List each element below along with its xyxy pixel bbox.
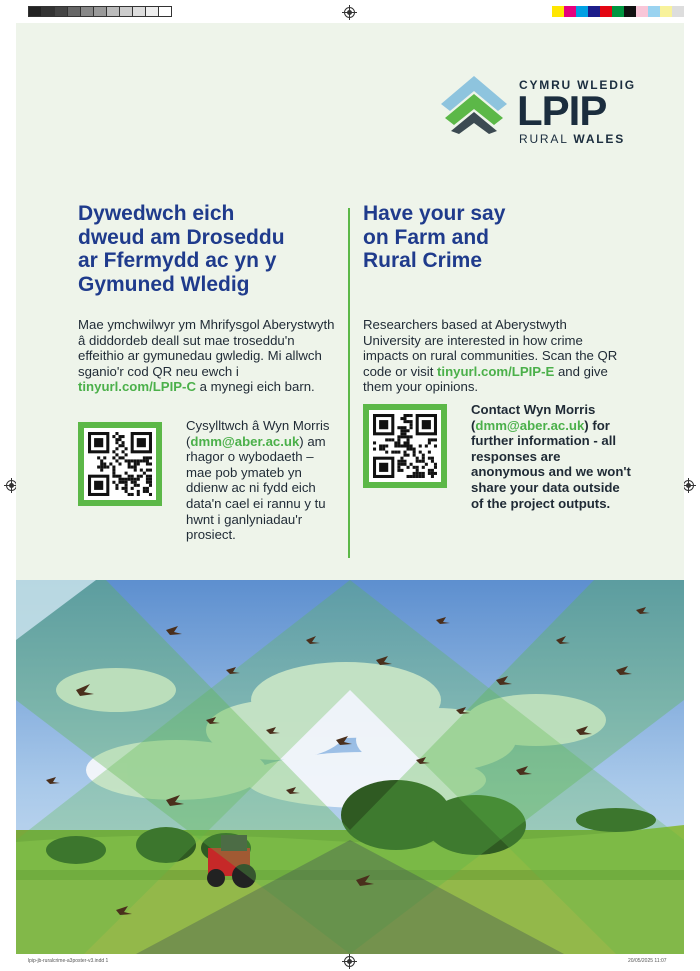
qr-code-icon <box>373 414 437 478</box>
chevron-logo-icon <box>441 76 507 134</box>
welsh-survey-link[interactable]: tinyurl.com/LPIP-C <box>78 379 196 395</box>
welsh-contact-text: Cysylltwch â Wyn Morris (dmm@aber.ac.uk) am rhagor o wybodaeth – mae pob ymateb yn ddienw ac ni fydd eich data'n cael ei rannu y tu hwnt i ganlyniadau'r prosiect. <box>186 418 330 543</box>
english-heading: Have your say on Farm and Rural Crime <box>363 202 506 272</box>
lpip-logo <box>441 76 641 146</box>
welsh-heading: Dywedwch eich dweud am Droseddu ar Ffermydd ac yn y Gymuned Wledig <box>78 202 285 296</box>
logo-bottom-text: RURAL WALES <box>519 132 626 146</box>
welsh-intro: Mae ymchwilwyr ym Mhrifysgol Aberystwyth â diddordeb deall sut mae troseddu'n effeithio ar gymunedau gwledig. Mi allwch sganio'r cod QR neu ewch i tinyurl.com/LPIP-C a mynegi eich barn. <box>78 317 335 395</box>
logo-top-text: CYMRU WLEDIG <box>519 78 636 92</box>
english-survey-link[interactable]: tinyurl.com/LPIP-E <box>437 363 555 379</box>
english-email-link[interactable]: dmm@aber.ac.uk <box>475 417 585 433</box>
slug-file-name: lpip-jb-ruralcrime-a3poster-v3.indd 1 <box>28 958 109 964</box>
column-divider <box>348 208 350 558</box>
english-intro: Researchers based at Aberystwyth University are interested in how crime impacts on rural communities. Scan the QR code or visit tinyurl.com/LPIP-E and give them your opinions. <box>363 317 618 395</box>
qr-code-icon <box>88 432 152 496</box>
welsh-qr-code <box>78 422 162 506</box>
logo-main-text: LPIP <box>517 87 607 134</box>
welsh-email-link[interactable]: dmm@aber.ac.uk <box>190 433 300 449</box>
grayscale-color-bar <box>28 6 171 17</box>
color-calibration-bar <box>552 6 684 17</box>
english-qr-code <box>363 404 447 488</box>
english-contact-text: Contact Wyn Morris (dmm@aber.ac.uk) for further information - all responses are anonymous and we won't share your data outside of the project outputs. <box>471 402 631 511</box>
slug-timestamp: 20/05/2025 11:07 <box>628 958 667 964</box>
registration-mark-right <box>683 480 694 491</box>
rural-landscape-photo <box>16 580 684 954</box>
registration-mark-top <box>344 7 355 18</box>
registration-mark-bottom <box>344 956 355 967</box>
poster-page <box>16 23 684 954</box>
